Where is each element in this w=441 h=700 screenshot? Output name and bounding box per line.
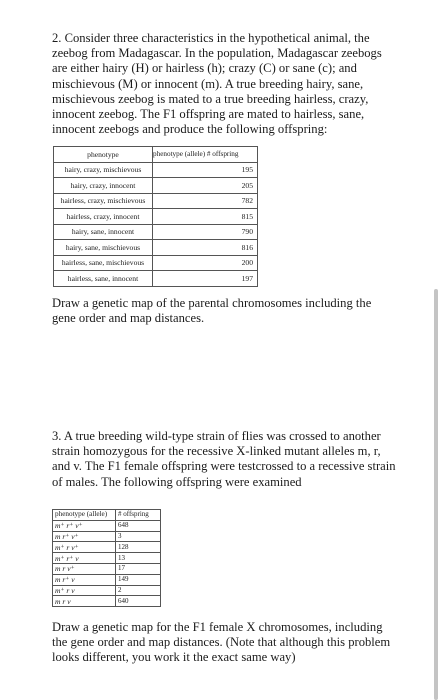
table-row xyxy=(54,193,258,209)
phenotype-cell: m r⁺ v xyxy=(53,574,116,585)
table-row xyxy=(54,240,258,256)
offspring-count-cell: 17 xyxy=(116,563,161,574)
question-2-intro: 2. Consider three characteristics in the hypothetical animal, the zeebog from Madagascar. In the population, Madagascar zeebogs are either hairy (H) or hairless (h); crazy (C) or sane (c); and mischievous (M) or innocent (m). A true breeding hairy, sane, mischievous zeebog is mated to a true breeding hairless, crazy, innocent zeebog. The F1 offspring are mated to hairless, sane, innocent zeebogs and produce the following offspring: xyxy=(52,31,382,137)
table-row xyxy=(53,585,161,596)
offspring-count-cell: 2 xyxy=(116,585,161,596)
offspring-count-cell: 640 xyxy=(116,596,161,607)
offspring-count-cell: 782 xyxy=(153,193,258,209)
table-row xyxy=(54,271,258,287)
table-header-row xyxy=(53,510,161,521)
phenotype-cell: m⁺ r⁺ v⁺ xyxy=(53,520,116,531)
phenotype-cell: m⁺ r v xyxy=(53,585,116,596)
vertical-scrollbar[interactable] xyxy=(434,289,438,700)
offspring-count-cell: 648 xyxy=(116,520,161,531)
table-row xyxy=(53,596,161,607)
column-header-phenotype: phenotype xyxy=(54,147,153,163)
table-row xyxy=(53,520,161,531)
phenotype-cell: m r v xyxy=(53,596,116,607)
offspring-count-cell: 13 xyxy=(116,553,161,564)
offspring-count-cell: 815 xyxy=(153,209,258,225)
offspring-count-cell: 200 xyxy=(153,255,258,271)
phenotype-cell: hairy, sane, mischievous xyxy=(54,240,153,256)
phenotype-cell: hairy, crazy, innocent xyxy=(54,178,153,194)
table-header-row xyxy=(54,147,258,163)
table-row xyxy=(53,542,161,553)
phenotype-cell: hairless, crazy, mischievous xyxy=(54,193,153,209)
question-3-prompt: Draw a genetic map for the F1 female X chromosomes, including the gene order and map distances. (Note that although this problem looks different, you work it the exact same way) xyxy=(52,620,391,665)
phenotype-cell: m r⁺ v⁺ xyxy=(53,531,116,542)
table-row xyxy=(54,209,258,225)
table-row xyxy=(54,162,258,178)
phenotype-cell: hairless, sane, innocent xyxy=(54,271,153,287)
column-header-offspring: # offspring xyxy=(116,510,161,521)
offspring-count-cell: 816 xyxy=(153,240,258,256)
offspring-count-cell: 790 xyxy=(153,224,258,240)
table-row xyxy=(53,563,161,574)
table-row xyxy=(54,255,258,271)
phenotype-cell: m⁺ r v⁺ xyxy=(53,542,116,553)
phenotype-cell: m⁺ r⁺ v xyxy=(53,553,116,564)
table-row xyxy=(54,224,258,240)
phenotype-cell: hairless, sane, mischievous xyxy=(54,255,153,271)
table-row xyxy=(53,553,161,564)
phenotype-cell: hairy, sane, innocent xyxy=(54,224,153,240)
offspring-count-cell: 3 xyxy=(116,531,161,542)
table-row xyxy=(54,178,258,194)
phenotype-cell: hairy, crazy, mischievous xyxy=(54,162,153,178)
column-header-phenotype-allele: phenotype (allele) xyxy=(53,510,116,521)
offspring-count-cell: 195 xyxy=(153,162,258,178)
offspring-count-cell: 197 xyxy=(153,271,258,287)
question-2-prompt: Draw a genetic map of the parental chromosomes including the gene order and map distances. xyxy=(52,296,372,326)
offspring-count-cell: 128 xyxy=(116,542,161,553)
offspring-count-cell: 205 xyxy=(153,178,258,194)
column-header-offspring: phenotype (allele) # offspring xyxy=(153,147,258,163)
table-row xyxy=(53,531,161,542)
phenotype-cell: m r v⁺ xyxy=(53,563,116,574)
offspring-count-cell: 149 xyxy=(116,574,161,585)
phenotype-cell: hairless, crazy, innocent xyxy=(54,209,153,225)
question-3-offspring-table xyxy=(52,509,161,607)
question-3-intro: 3. A true breeding wild-type strain of flies was crossed to another strain homozygous for the recessive X-linked mutant alleles m, r, and v. The F1 female offspring were testcrossed to a recessive strain of males. The following offspring were examined xyxy=(52,429,396,489)
table-row xyxy=(53,574,161,585)
question-2-offspring-table xyxy=(53,146,258,287)
